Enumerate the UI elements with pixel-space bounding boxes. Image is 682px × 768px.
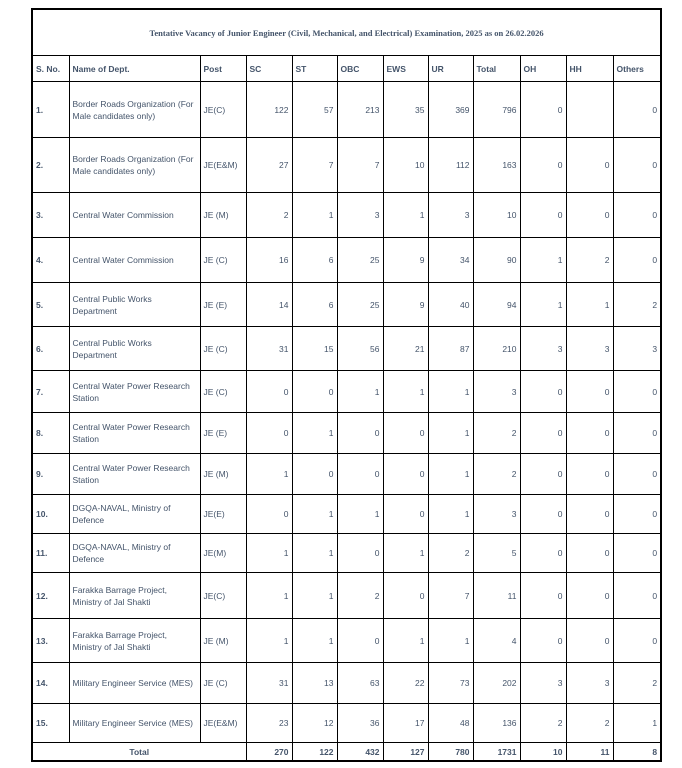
table-row xyxy=(32,193,661,238)
cell-sc: 27 xyxy=(246,138,292,193)
cell-post: JE (M) xyxy=(200,193,246,238)
total-cell-hh: 11 xyxy=(566,743,613,762)
cell-oh: 0 xyxy=(520,193,566,238)
cell-ews: 0 xyxy=(383,413,428,454)
cell-total: 94 xyxy=(473,283,520,327)
cell-oh: 0 xyxy=(520,413,566,454)
cell-sc: 14 xyxy=(246,283,292,327)
cell-total: 202 xyxy=(473,663,520,704)
cell-hh: 3 xyxy=(566,663,613,704)
cell-st: 1 xyxy=(292,193,337,238)
cell-oh: 1 xyxy=(520,283,566,327)
total-row xyxy=(32,743,661,762)
cell-ews: 1 xyxy=(383,534,428,573)
cell-sno: 9. xyxy=(32,454,69,495)
cell-hh: 3 xyxy=(566,327,613,371)
cell-ews: 21 xyxy=(383,327,428,371)
cell-obc: 0 xyxy=(337,534,383,573)
cell-ews: 1 xyxy=(383,371,428,413)
cell-dept: Border Roads Organization (For Male candidates only) xyxy=(69,138,200,193)
cell-sc: 31 xyxy=(246,663,292,704)
cell-sc: 0 xyxy=(246,495,292,534)
cell-sno: 8. xyxy=(32,413,69,454)
cell-oh: 0 xyxy=(520,454,566,495)
total-cell-obc: 432 xyxy=(337,743,383,762)
cell-dept: Farakka Barrage Project, Ministry of Jal Shakti xyxy=(69,573,200,619)
cell-total: 796 xyxy=(473,82,520,138)
column-header-st: ST xyxy=(292,56,337,82)
table-title: Tentative Vacancy of Junior Engineer (Civil, Mechanical, and Electrical) Examination, 2025 as on 26.02.2026 xyxy=(32,9,661,56)
column-header-ews: EWS xyxy=(383,56,428,82)
cell-sc: 2 xyxy=(246,193,292,238)
cell-sc: 31 xyxy=(246,327,292,371)
cell-oh: 0 xyxy=(520,495,566,534)
cell-obc: 7 xyxy=(337,138,383,193)
cell-hh: 0 xyxy=(566,413,613,454)
cell-post: JE (C) xyxy=(200,371,246,413)
cell-others: 0 xyxy=(613,619,661,663)
total-cell-oh: 10 xyxy=(520,743,566,762)
cell-oh: 0 xyxy=(520,371,566,413)
cell-oh: 1 xyxy=(520,238,566,283)
cell-ews: 1 xyxy=(383,193,428,238)
cell-oh: 0 xyxy=(520,619,566,663)
cell-obc: 2 xyxy=(337,573,383,619)
cell-sno: 7. xyxy=(32,371,69,413)
cell-st: 6 xyxy=(292,283,337,327)
column-header-total: Total xyxy=(473,56,520,82)
column-header-sc: SC xyxy=(246,56,292,82)
cell-sno: 4. xyxy=(32,238,69,283)
table-row xyxy=(32,283,661,327)
cell-sno: 11. xyxy=(32,534,69,573)
cell-total: 3 xyxy=(473,371,520,413)
column-header-post: Post xyxy=(200,56,246,82)
cell-ur: 40 xyxy=(428,283,473,327)
cell-obc: 0 xyxy=(337,619,383,663)
cell-st: 13 xyxy=(292,663,337,704)
cell-obc: 25 xyxy=(337,283,383,327)
cell-dept: Central Public Works Department xyxy=(69,327,200,371)
column-header-ur: UR xyxy=(428,56,473,82)
cell-sc: 16 xyxy=(246,238,292,283)
cell-ews: 0 xyxy=(383,573,428,619)
cell-sc: 1 xyxy=(246,534,292,573)
cell-obc: 3 xyxy=(337,193,383,238)
cell-post: JE (E) xyxy=(200,283,246,327)
total-cell-ews: 127 xyxy=(383,743,428,762)
cell-total: 136 xyxy=(473,704,520,743)
vacancy-table xyxy=(31,8,662,762)
cell-ur: 48 xyxy=(428,704,473,743)
table-row xyxy=(32,327,661,371)
header-row xyxy=(32,56,661,82)
cell-oh: 3 xyxy=(520,327,566,371)
cell-others: 0 xyxy=(613,82,661,138)
cell-sno: 1. xyxy=(32,82,69,138)
column-header-others: Others xyxy=(613,56,661,82)
total-label: Total xyxy=(32,743,246,762)
cell-oh: 0 xyxy=(520,138,566,193)
cell-ur: 369 xyxy=(428,82,473,138)
cell-others: 0 xyxy=(613,413,661,454)
cell-sno: 14. xyxy=(32,663,69,704)
cell-ur: 1 xyxy=(428,413,473,454)
cell-others: 0 xyxy=(613,495,661,534)
cell-ur: 2 xyxy=(428,534,473,573)
cell-hh: 0 xyxy=(566,193,613,238)
cell-st: 1 xyxy=(292,534,337,573)
cell-post: JE (C) xyxy=(200,663,246,704)
cell-obc: 36 xyxy=(337,704,383,743)
table-row xyxy=(32,704,661,743)
cell-post: JE(C) xyxy=(200,573,246,619)
total-cell-ur: 780 xyxy=(428,743,473,762)
table-row xyxy=(32,573,661,619)
cell-post: JE(E&M) xyxy=(200,138,246,193)
cell-sc: 0 xyxy=(246,413,292,454)
cell-sno: 3. xyxy=(32,193,69,238)
cell-ews: 22 xyxy=(383,663,428,704)
table-row xyxy=(32,413,661,454)
cell-total: 2 xyxy=(473,413,520,454)
cell-total: 10 xyxy=(473,193,520,238)
cell-total: 2 xyxy=(473,454,520,495)
table-row xyxy=(32,82,661,138)
cell-dept: Border Roads Organization (For Male candidates only) xyxy=(69,82,200,138)
cell-dept: Central Water Power Research Station xyxy=(69,454,200,495)
cell-others: 0 xyxy=(613,138,661,193)
cell-sno: 10. xyxy=(32,495,69,534)
cell-obc: 0 xyxy=(337,454,383,495)
cell-st: 57 xyxy=(292,82,337,138)
cell-oh: 0 xyxy=(520,82,566,138)
cell-ur: 112 xyxy=(428,138,473,193)
cell-hh: 0 xyxy=(566,619,613,663)
cell-st: 12 xyxy=(292,704,337,743)
cell-post: JE (E) xyxy=(200,413,246,454)
cell-sno: 12. xyxy=(32,573,69,619)
cell-st: 0 xyxy=(292,454,337,495)
cell-sno: 5. xyxy=(32,283,69,327)
table-row xyxy=(32,138,661,193)
cell-total: 163 xyxy=(473,138,520,193)
cell-sc: 1 xyxy=(246,454,292,495)
cell-obc: 63 xyxy=(337,663,383,704)
cell-post: JE(E&M) xyxy=(200,704,246,743)
total-cell-sc: 270 xyxy=(246,743,292,762)
table-row xyxy=(32,454,661,495)
cell-total: 210 xyxy=(473,327,520,371)
cell-obc: 213 xyxy=(337,82,383,138)
cell-others: 2 xyxy=(613,663,661,704)
total-cell-others: 8 xyxy=(613,743,661,762)
cell-hh: 0 xyxy=(566,573,613,619)
cell-st: 0 xyxy=(292,371,337,413)
cell-ur: 1 xyxy=(428,495,473,534)
cell-others: 0 xyxy=(613,371,661,413)
cell-obc: 56 xyxy=(337,327,383,371)
cell-st: 1 xyxy=(292,413,337,454)
cell-dept: Central Water Commission xyxy=(69,193,200,238)
cell-obc: 1 xyxy=(337,371,383,413)
cell-dept: DGQA-NAVAL, Ministry of Defence xyxy=(69,534,200,573)
cell-ews: 1 xyxy=(383,619,428,663)
cell-total: 4 xyxy=(473,619,520,663)
cell-oh: 2 xyxy=(520,704,566,743)
cell-ews: 0 xyxy=(383,454,428,495)
table-row xyxy=(32,619,661,663)
cell-ews: 35 xyxy=(383,82,428,138)
cell-sc: 1 xyxy=(246,619,292,663)
cell-others: 2 xyxy=(613,283,661,327)
cell-ur: 34 xyxy=(428,238,473,283)
cell-sno: 6. xyxy=(32,327,69,371)
cell-dept: Central Water Commission xyxy=(69,238,200,283)
cell-total: 90 xyxy=(473,238,520,283)
cell-ur: 1 xyxy=(428,619,473,663)
cell-total: 11 xyxy=(473,573,520,619)
cell-dept: Central Water Power Research Station xyxy=(69,371,200,413)
cell-post: JE (M) xyxy=(200,454,246,495)
cell-hh: 2 xyxy=(566,238,613,283)
column-header-obc: OBC xyxy=(337,56,383,82)
column-header-hh: HH xyxy=(566,56,613,82)
cell-obc: 1 xyxy=(337,495,383,534)
total-cell-st: 122 xyxy=(292,743,337,762)
cell-total: 3 xyxy=(473,495,520,534)
column-header-dept: Name of Dept. xyxy=(69,56,200,82)
cell-ews: 9 xyxy=(383,283,428,327)
cell-dept: Military Engineer Service (MES) xyxy=(69,663,200,704)
column-header-sno: S. No. xyxy=(32,56,69,82)
cell-ews: 9 xyxy=(383,238,428,283)
cell-hh: 0 xyxy=(566,371,613,413)
cell-ur: 1 xyxy=(428,371,473,413)
cell-dept: Farakka Barrage Project, Ministry of Jal Shakti xyxy=(69,619,200,663)
cell-obc: 0 xyxy=(337,413,383,454)
cell-st: 7 xyxy=(292,138,337,193)
cell-total: 5 xyxy=(473,534,520,573)
cell-st: 15 xyxy=(292,327,337,371)
cell-others: 3 xyxy=(613,327,661,371)
table-row xyxy=(32,663,661,704)
cell-dept: Central Public Works Department xyxy=(69,283,200,327)
cell-sc: 1 xyxy=(246,573,292,619)
cell-sc: 0 xyxy=(246,371,292,413)
cell-obc: 25 xyxy=(337,238,383,283)
cell-post: JE (C) xyxy=(200,238,246,283)
cell-oh: 0 xyxy=(520,534,566,573)
cell-sno: 15. xyxy=(32,704,69,743)
cell-dept: DGQA-NAVAL, Ministry of Defence xyxy=(69,495,200,534)
cell-others: 0 xyxy=(613,454,661,495)
cell-others: 0 xyxy=(613,193,661,238)
cell-hh: 2 xyxy=(566,704,613,743)
cell-ur: 1 xyxy=(428,454,473,495)
cell-hh: 0 xyxy=(566,138,613,193)
cell-sno: 13. xyxy=(32,619,69,663)
cell-oh: 3 xyxy=(520,663,566,704)
cell-others: 0 xyxy=(613,238,661,283)
cell-hh: 0 xyxy=(566,534,613,573)
cell-ur: 73 xyxy=(428,663,473,704)
cell-st: 1 xyxy=(292,573,337,619)
table-row xyxy=(32,371,661,413)
cell-dept: Central Water Power Research Station xyxy=(69,413,200,454)
column-header-oh: OH xyxy=(520,56,566,82)
cell-st: 1 xyxy=(292,495,337,534)
cell-post: JE(C) xyxy=(200,82,246,138)
cell-others: 1 xyxy=(613,704,661,743)
total-cell-total: 1731 xyxy=(473,743,520,762)
cell-dept: Military Engineer Service (MES) xyxy=(69,704,200,743)
cell-st: 6 xyxy=(292,238,337,283)
cell-post: JE (C) xyxy=(200,327,246,371)
table-row xyxy=(32,534,661,573)
cell-others: 0 xyxy=(613,573,661,619)
cell-oh: 0 xyxy=(520,573,566,619)
cell-hh xyxy=(566,82,613,138)
cell-hh: 0 xyxy=(566,495,613,534)
title-row xyxy=(32,9,661,56)
table-row xyxy=(32,238,661,283)
cell-ur: 87 xyxy=(428,327,473,371)
cell-post: JE(M) xyxy=(200,534,246,573)
cell-sno: 2. xyxy=(32,138,69,193)
table-row xyxy=(32,495,661,534)
cell-sc: 23 xyxy=(246,704,292,743)
cell-sc: 122 xyxy=(246,82,292,138)
cell-st: 1 xyxy=(292,619,337,663)
cell-ews: 0 xyxy=(383,495,428,534)
cell-ews: 10 xyxy=(383,138,428,193)
cell-hh: 0 xyxy=(566,454,613,495)
cell-post: JE (M) xyxy=(200,619,246,663)
cell-post: JE(E) xyxy=(200,495,246,534)
cell-hh: 1 xyxy=(566,283,613,327)
cell-ews: 17 xyxy=(383,704,428,743)
cell-others: 0 xyxy=(613,534,661,573)
cell-ur: 7 xyxy=(428,573,473,619)
cell-ur: 3 xyxy=(428,193,473,238)
